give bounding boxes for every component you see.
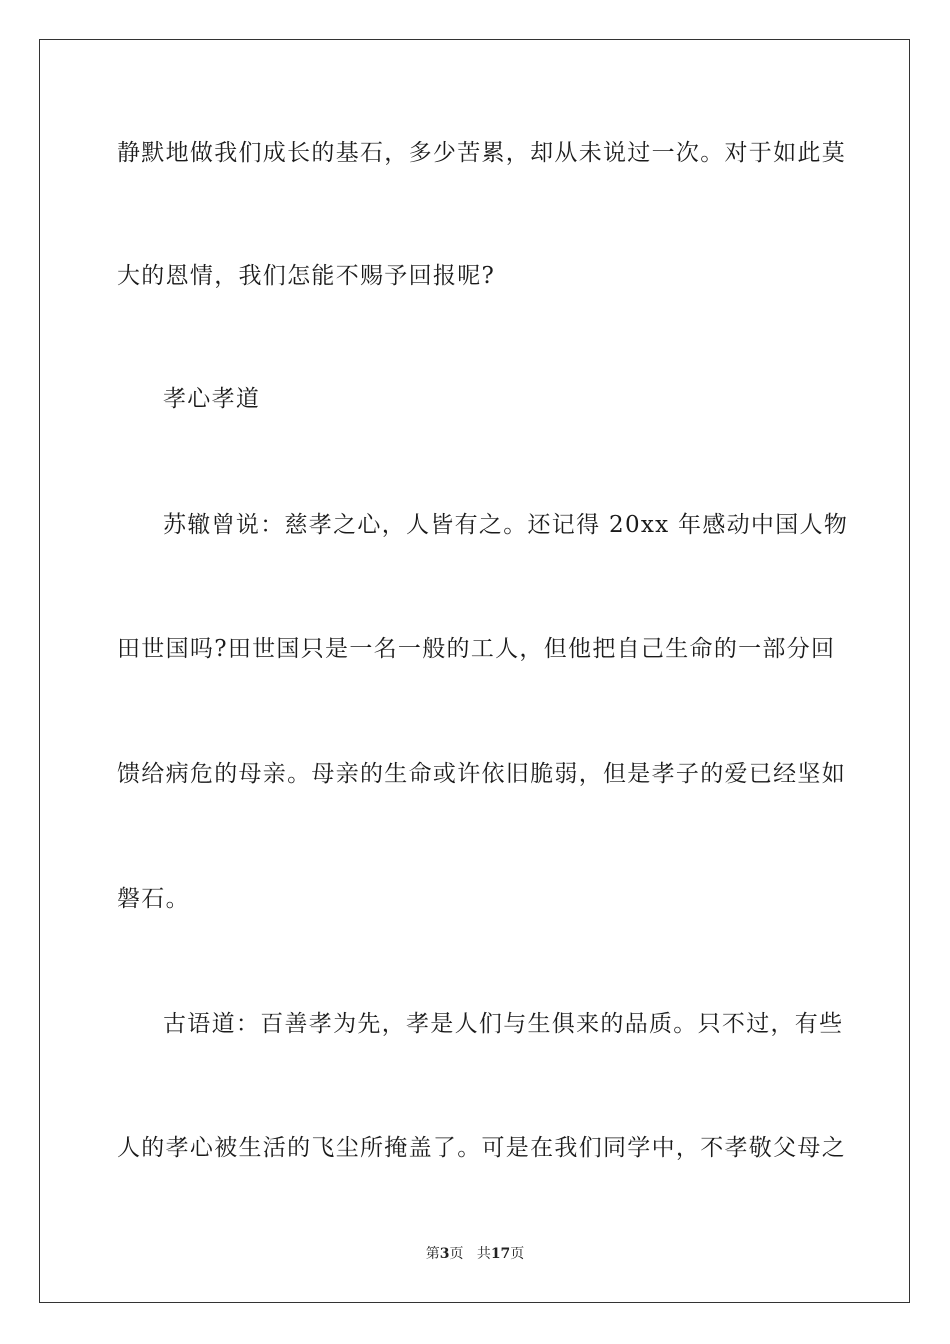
section-heading: 孝心孝道	[163, 386, 261, 412]
page-label-prefix: 第	[425, 1246, 440, 1262]
page-footer	[0, 1244, 950, 1264]
total-label-suffix: 页	[510, 1246, 525, 1262]
body-line: 人的孝心被生活的飞尘所掩盖了。可是在我们同学中，不孝敬父母之	[117, 1135, 846, 1161]
total-pages: 17	[490, 1246, 511, 1262]
page-number: 3	[439, 1246, 450, 1262]
total-label-prefix: 共	[476, 1246, 491, 1262]
body-line: 苏辙曾说：慈孝之心，人皆有之。还记得 20xx 年感动中国人物	[163, 512, 849, 538]
body-line: 田世国吗?田世国只是一名一般的工人，但他把自己生命的一部分回	[117, 636, 836, 662]
body-line: 古语道：百善孝为先，孝是人们与生俱来的品质。只不过，有些	[163, 1011, 844, 1037]
page-label-suffix: 页	[449, 1246, 464, 1262]
page-frame	[39, 39, 910, 1303]
body-line: 静默地做我们成长的基石，多少苦累，却从未说过一次。对于如此莫	[117, 140, 846, 166]
body-line: 馈给病危的母亲。母亲的生命或许依旧脆弱，但是孝子的爱已经坚如	[117, 761, 846, 787]
body-line: 磐石。	[117, 886, 190, 912]
body-line: 大的恩情，我们怎能不赐予回报呢?	[117, 263, 496, 289]
